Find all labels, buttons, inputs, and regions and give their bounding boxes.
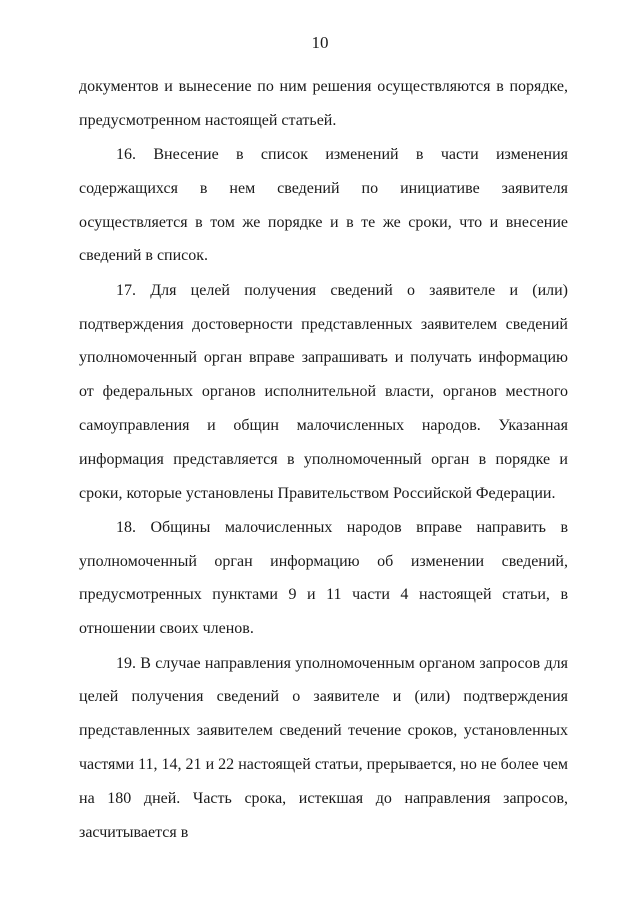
paragraph-17: 17. Для целей получения сведений о заявителе и (или) подтверждения достоверности представленных заявителем сведений уполномоченный орган вправе запрашивать и получать информацию от федеральных органов исполнительной власти, органов местного самоуправления и общин малочисленных народов. Указанная информация представляется в уполномоченный орган в порядке и сроки, которые установлены Правительством Российской Федерации. (79, 281, 568, 502)
paragraph-19: 19. В случае направления уполномоченным органом запросов для целей получения сведений о заявителе и (или) подтверждения представленных заявителем сведений течение сроков, установленных частями 11, 14, 21 и 22 настоящей статьи, прерывается, но не более чем на 180 дней. Часть срока, истекшая до направления запросов, засчитывается в (79, 654, 568, 841)
paragraph-16: 16. Внесение в список изменений в части изменения содержащихся в нем сведений по инициативе заявителя осуществляется в том же порядке и в те же сроки, что и внесение сведений в список. (79, 146, 568, 265)
page-number: 10 (311, 33, 329, 52)
document-body (79, 70, 568, 849)
paragraph-18: 18. Общины малочисленных народов вправе направить в уполномоченный орган информацию об изменении сведений, предусмотренных пунктами 9 и 11 части 4 настоящей статьи, в отношении своих членов. (79, 518, 568, 638)
paragraph-15-continuation: документов и вынесение по ним решения осуществляются в порядке, предусмотренном настоящей статьей. (79, 78, 568, 129)
